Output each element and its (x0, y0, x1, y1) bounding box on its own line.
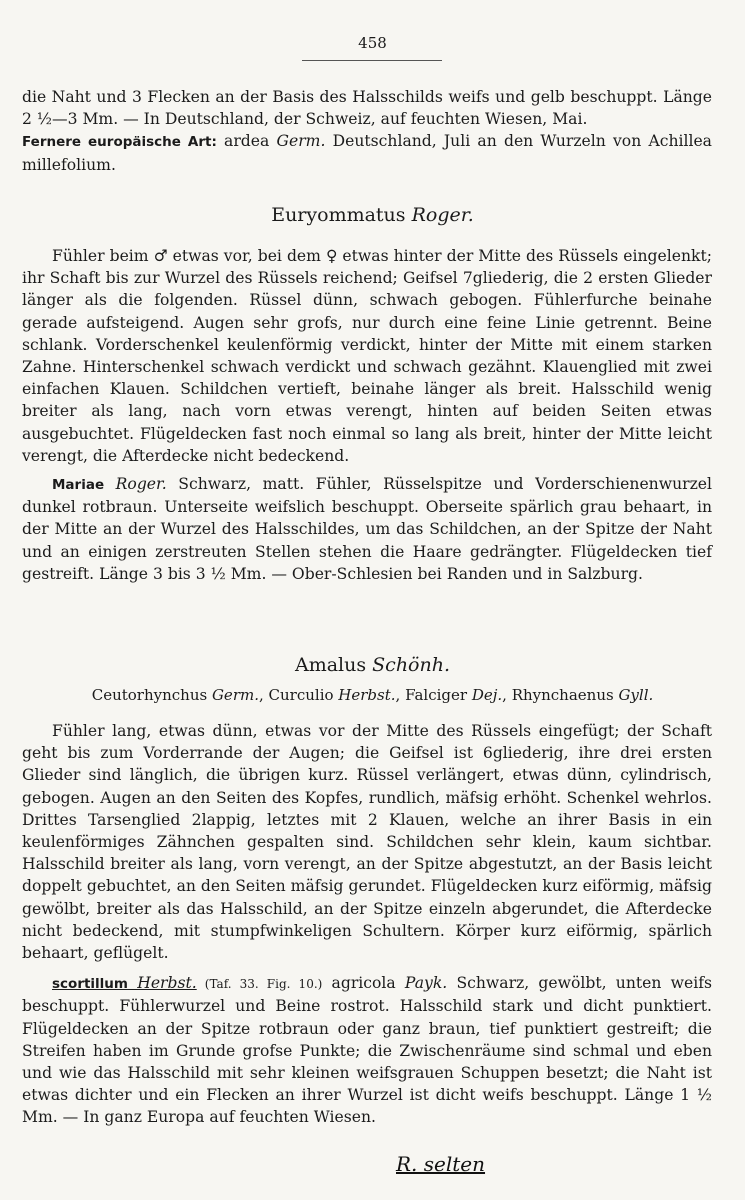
genus-heading-amalus (0, 654, 745, 676)
genus-author: Roger. (411, 204, 474, 226)
species-author: Roger. (104, 475, 167, 494)
euryommatus-section (22, 245, 712, 585)
synonym-name: , Curculio (258, 686, 339, 704)
species-synonym-author: Payk. (404, 974, 448, 993)
species-entry-scortillum (22, 972, 712, 1128)
genus-name: Amalus (294, 654, 373, 676)
further-species-author: Germ. (276, 132, 326, 151)
synonym-author: Dej. (471, 686, 503, 704)
synonym-name: , Falciger (395, 686, 472, 704)
genus-description: Fühler lang, etwas dünn, etwas vor der Mitte des Rüssels eingefügt; der Schaft geht bis zum Vorderrande der Augen; die Geifsel ist 6gliederig, ihre drei ersten Glieder sind länglich, die übrigen kurz. Rüssel verlängert, etwas dünn, cylindrisch, gebogen. Augen an den Seiten des Kopfes, rundlich, mäfsig erhöht. Schenkel wehrlos. Drittes Tarsenglied 2lappig, letztes mit 2 Klauen, welche an ihrer Basis in ein keulenförmiges Zähnchen gespalten sind. Schildchen sehr klein, kaum sichtbar. Halsschild breiter als lang, vorn verengt, an der Spitze abgestutzt, an der Basis leicht doppelt gebuchtet, an den Seiten mäfsig gerundet. Flügeldecken kurz eiförmig, mäfsig gewölbt, breiter als das Halsschild, an der Spitze einzeln abgerundet, die Afterdecke nicht bedeckend, mit stumpfwinkeligen Schultern. Körper kurz eiförmig, spärlich behaart, geflügelt. (22, 722, 712, 963)
page-number: 458 (358, 34, 387, 52)
further-species-text: Deutschland, Juli an den Wurzeln von Achillea millefolium. (22, 132, 712, 174)
header-rule (302, 60, 442, 61)
further-species-name: ardea (216, 132, 277, 151)
species-synonym: agricola (322, 974, 405, 993)
intro-paragraph: die Naht und 3 Flecken an der Basis des Halsschilds weifs und gelb beschuppt. Länge 2 ½—3 Mm. — In Deutschland, der Schweiz, auf feuchten Wiesen, Mai. (22, 88, 712, 129)
plate-reference: (Taf. 33. Fig. 10.) (196, 977, 323, 992)
further-species-label: Fernere europäische Art: (22, 134, 217, 151)
synonym-name: , Rhynchaenus (502, 686, 619, 704)
synonym-author: Germ. (211, 686, 259, 704)
synonym-name: Ceutorhynchus (91, 686, 212, 704)
synonym-author: Herbst. (338, 686, 396, 704)
species-name: Mariae (52, 477, 105, 494)
further-species-line (22, 130, 712, 175)
species-name: scortillum (52, 976, 128, 993)
genus-author: Schönh. (372, 654, 451, 676)
synonym-author: Gyll. (618, 686, 654, 704)
genus-name: Euryommatus (271, 204, 412, 226)
handwritten-annotation (396, 1152, 485, 1176)
handwritten-note-text: R. selten (396, 1152, 486, 1176)
genus-heading-euryommatus (0, 204, 745, 226)
genus-synonyms (0, 686, 745, 704)
species-description: Schwarz, matt. Fühler, Rüsselspitze und Vorderschienenwurzel dunkel rotbraun. Unterseite weifslich beschuppt. Oberseite spärlich grau behaart, in der Mitte an der Wurzel des Halsschildes, um das Schildchen, an der Spitze der Naht und an einigen zerstreuten Stellen stehen die Haare gedrängter. Flügeldecken tief gestreift. Länge 3 bis 3 ½ Mm. — Ober-Schlesien bei Randen und in Salzburg. (22, 475, 712, 583)
intro-text (22, 86, 712, 176)
amalus-section (22, 720, 712, 1129)
species-description: Schwarz, gewölbt, unten weifs beschuppt. Fühlerwurzel und Beine rostrot. Halsschild stark und dicht punktiert. Flügeldecken an der Spitze rotbraun oder ganz braun, tief punktiert gestreift; die Streifen haben im Grunde grofse Punkte; die Zwischenräume sind schmal und eben und wie das Halsschild mit sehr kleinen weifsgrauen Schuppen besetzt; die Naht ist etwas dichter und ein Flecken an ihrer Wurzel ist dicht weifs beschuppt. Länge 1 ½ Mm. — In ganz Europa auf feuchten Wiesen. (22, 974, 712, 1127)
genus-description: Fühler beim ♂ etwas vor, bei dem ♀ etwas hinter der Mitte des Rüssels eingelenkt; ihr Schaft bis zur Wurzel des Rüssels reichend; Geifsel 7gliederig, die 2 ersten Glieder länger als die folgenden. Rüssel dünn, schwach gebogen. Fühlerfurche beinahe gerade aufsteigend. Augen sehr grofs, nur durch eine feine Linie getrennt. Beine schlank. Vorderschenkel keulenförmig verdickt, hinter der Mitte mit einem starken Zahne. Hinterschenkel schwach verdickt und schwach gezähnt. Klauenglied mit zwei einfachen Klauen. Schildchen vertieft, beinahe länger als breit. Halsschild wenig breiter als lang, nach vorn etwas verengt, hinten auf beiden Seiten etwas ausgebuchtet. Flügeldecken fast noch einmal so lang als breit, hinter der Mitte leicht verengt, die Afterdecke nicht bedeckend. (22, 247, 712, 465)
species-entry-mariae (22, 473, 712, 585)
species-author: Herbst. (127, 974, 197, 993)
